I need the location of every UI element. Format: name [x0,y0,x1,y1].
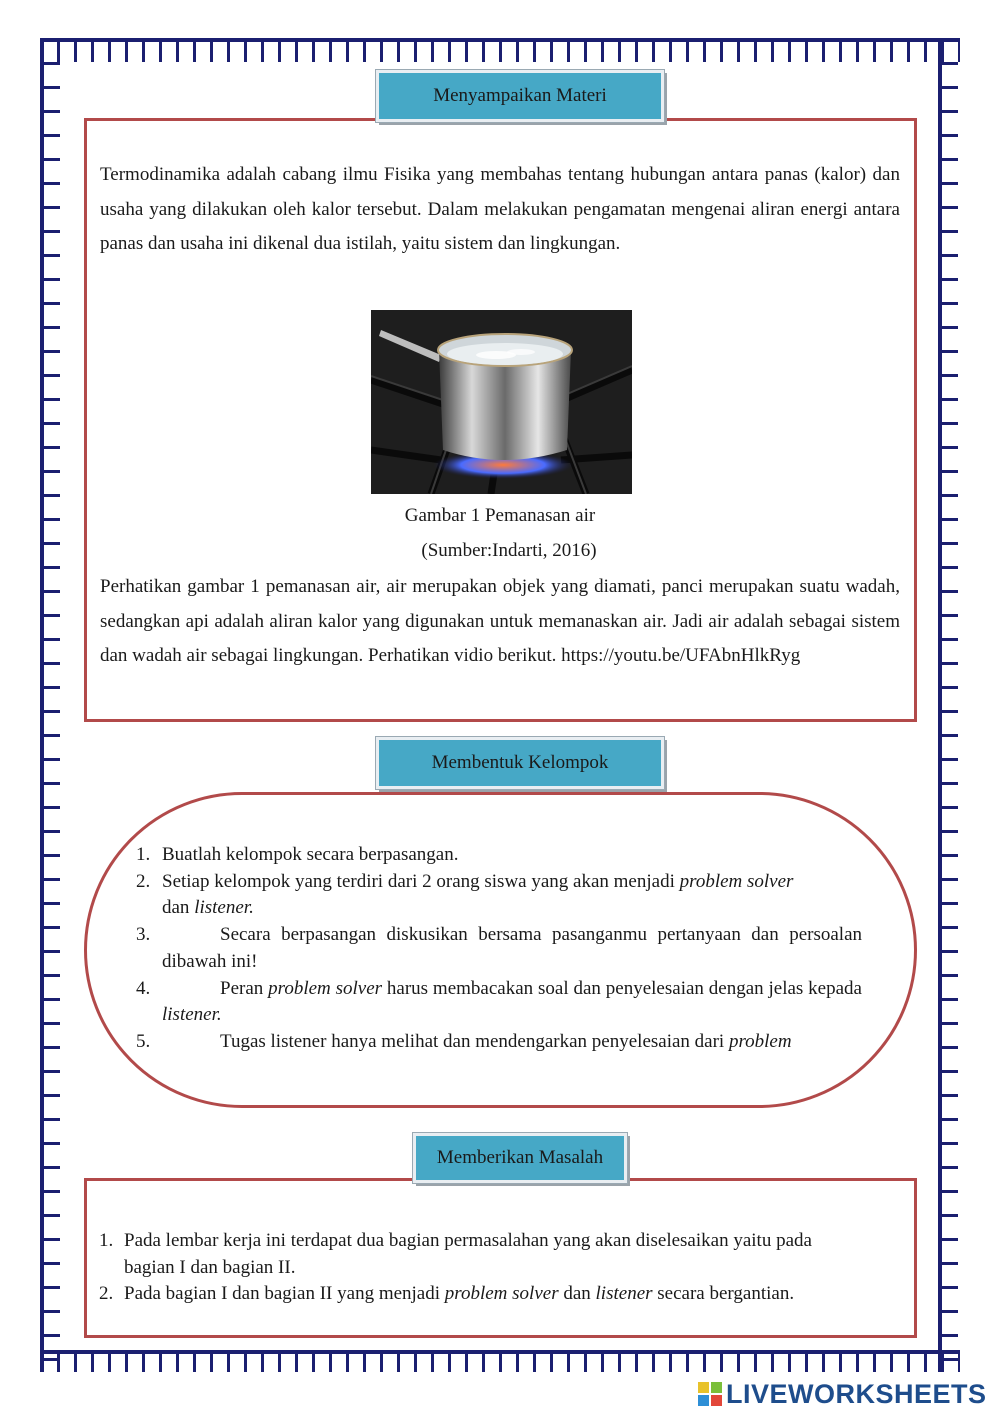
list-item: 1. Buatlah kelompok secara berpasangan. [136,844,459,865]
problem-instructions-list [99,1228,859,1308]
list-item: 4. Peran problem solver harus membacakan soal dan penyelesaian dengan jelas kepada listener. [136,977,862,1026]
page-border-left [40,38,60,1372]
list-item: 3. Secara berpasangan diskusikan bersama pasanganmu pertanyaan dan persoalan dibawah ini! [136,924,862,972]
section-tab-label: Membentuk Kelompok [431,752,609,773]
boiling-water-photo [371,310,632,494]
logo-squares-icon [698,1382,722,1406]
section-tab-label: Memberikan Masalah [436,1147,604,1168]
section-tab-masalah [413,1133,627,1183]
page-border-right [938,38,958,1372]
list-item: 2. Pada bagian I dan bagian II yang menjadi problem solver dan listener secara bergantian. [99,1283,795,1305]
intro-paragraph: Termodinamika adalah cabang ilmu Fisika yang membahas tentang hubungan antara panas (kalor) dan usaha yang dilakukan oleh kalor tersebut. Dalam melakukan pengamatan mengenai aliran energi antara panas dan usaha ini dikenal dua istilah, yaitu sistem dan lingkungan. [100,164,900,254]
section-tab-kelompok [376,737,664,789]
list-item: 1. Pada lembar kerja ini terdapat dua bagian permasalahan yang akan diselesaikan yaitu pada bagian I dan bagian II. [99,1230,812,1278]
liveworksheets-logo[interactable] [698,1378,987,1410]
list-item: 5. Tugas listener hanya melihat dan mendengarkan penyelesaian dari problem [136,1030,792,1052]
list-item: 2. Setiap kelompok yang terdiri dari 2 orang siswa yang akan menjadi problem solver dan listener. [136,870,794,919]
figure-source: (Sumber:Indarti, 2016) [421,540,597,561]
logo-text: LIVEWORKSHEETS [726,1378,987,1409]
section-tab-label: Menyampaikan Materi [433,85,607,106]
figure-caption: Gambar 1 Pemanasan air [404,505,596,526]
page-border-top [40,38,960,62]
body-paragraph: Perhatikan gambar 1 pemanasan air, air merupakan objek yang diamati, panci merupakan suatu wadah, sedangkan api adalah aliran kalor yang digunakan untuk memanaskan air. Jadi air adalah sebagai sistem dan wadah air sebagai lingkungan. Perhatikan vidio berikut. https://youtu.be/UFAbnHlkRyg [100,576,900,666]
group-instructions-list [136,842,862,1056]
page-border-bottom [40,1350,960,1372]
section-tab-materi [376,70,664,122]
